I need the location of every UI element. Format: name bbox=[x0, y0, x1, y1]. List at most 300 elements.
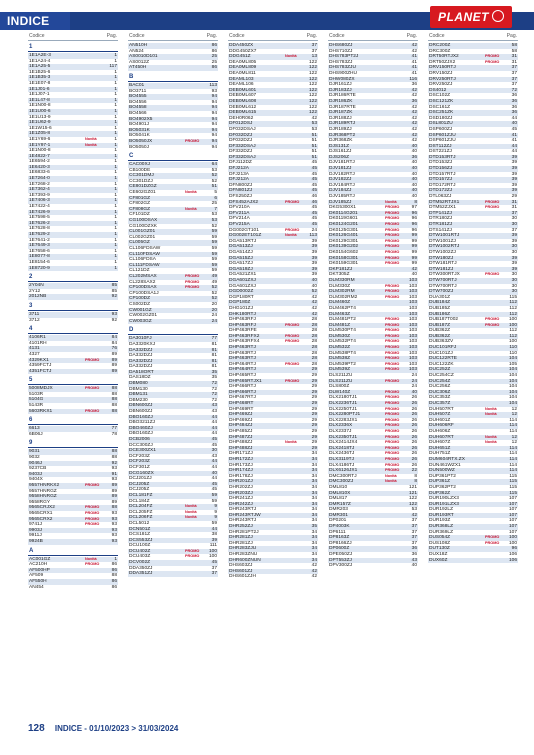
product-code: DEA0ML811 bbox=[229, 70, 256, 76]
section-rows bbox=[128, 336, 218, 577]
promo-badge: PROMO bbox=[285, 322, 300, 327]
product-code: DHR243RTJW bbox=[229, 512, 261, 518]
product-code: DAS18DZ bbox=[129, 375, 151, 381]
page-number: 43 bbox=[211, 409, 217, 415]
product-code: DHS900ZHU bbox=[329, 70, 357, 76]
product-code: DCC300ZJ bbox=[129, 442, 153, 448]
product-code: DA3320KXJ bbox=[129, 341, 156, 347]
promo-badge: PROMO bbox=[85, 483, 100, 487]
page-number: 99 bbox=[411, 261, 417, 267]
page-number: 45 bbox=[311, 171, 317, 177]
page-number: 45 bbox=[211, 487, 217, 493]
product-code: DJR187RTE bbox=[329, 104, 356, 110]
product-code: CAC00XJ bbox=[129, 162, 151, 168]
page-number: 93 bbox=[111, 477, 117, 483]
product-code: DGA515ZJ bbox=[229, 255, 253, 261]
page-number: 100 bbox=[508, 339, 517, 345]
product-code: DHP469RT bbox=[229, 406, 254, 412]
product-code: DGA513RTJ bbox=[229, 238, 257, 244]
page-number: 36 bbox=[511, 104, 517, 110]
page-number: 34 bbox=[311, 546, 317, 552]
product-code: CF801GZ bbox=[129, 195, 151, 201]
page-number: 84 bbox=[111, 340, 117, 346]
page-number: 106 bbox=[508, 552, 517, 558]
product-code: DML810 bbox=[329, 484, 348, 490]
page-number: 94 bbox=[211, 110, 217, 116]
product-code: 1E1U00-6 bbox=[29, 108, 51, 114]
product-code: 1E1N00-8 bbox=[29, 103, 51, 109]
product-code: DLX2250TJ1 bbox=[329, 406, 357, 412]
page-number: 40 bbox=[311, 277, 317, 283]
page-number: 39 bbox=[311, 266, 317, 272]
page-number: 110 bbox=[509, 350, 517, 356]
promo-badge: PROMO bbox=[385, 428, 400, 433]
product-code: DUX60Z bbox=[429, 557, 448, 563]
product-code: CS002DZ bbox=[129, 301, 151, 307]
page-number: 88 bbox=[111, 573, 117, 579]
page-number: 107 bbox=[508, 507, 517, 513]
product-code: DHR173ZJ bbox=[229, 462, 253, 468]
product-code: AN524 bbox=[129, 48, 144, 54]
page-number: 52 bbox=[211, 178, 217, 184]
product-code: 1E6594-2 bbox=[29, 159, 50, 165]
page-number: 94 bbox=[211, 99, 217, 105]
product-code: DTL063ZJ bbox=[429, 194, 452, 200]
page-number: 29 bbox=[311, 401, 317, 406]
promo-badge: PROMO bbox=[85, 522, 100, 527]
page-number: 34 bbox=[311, 451, 317, 457]
page-number: 28 bbox=[311, 317, 317, 323]
index-columns bbox=[28, 33, 518, 723]
product-code: 1E7393-9 bbox=[29, 192, 50, 198]
page-number: 35 bbox=[211, 375, 217, 381]
page-number: 1 bbox=[114, 108, 117, 114]
product-code: DTW1001RTJ bbox=[429, 233, 460, 239]
product-code: DUH507RT bbox=[429, 406, 454, 412]
product-code: DHS680ZJ bbox=[329, 43, 353, 48]
product-code: CL106FDSAW bbox=[129, 246, 161, 251]
page-number: 36 bbox=[511, 110, 517, 116]
product-code: CC301DZJ bbox=[129, 178, 153, 184]
promo-badge: PROMO bbox=[385, 255, 400, 260]
product-code: DUB363ZV bbox=[429, 339, 454, 345]
page-number: 115 bbox=[509, 490, 517, 496]
page-number: 103 bbox=[408, 328, 417, 334]
page-number: 72 bbox=[211, 397, 217, 403]
product-code: 4351FCTJ bbox=[29, 368, 52, 374]
section-rows bbox=[428, 43, 518, 563]
product-code: DJR187ZK bbox=[329, 110, 353, 116]
promo-badge: PROMO bbox=[485, 272, 500, 277]
page-number: 99 bbox=[411, 238, 417, 244]
page-number: 107 bbox=[508, 512, 517, 518]
page-number: 43 bbox=[211, 403, 217, 409]
product-code: DLX2336X bbox=[329, 423, 353, 429]
page-number: 34 bbox=[311, 552, 317, 558]
product-code: DF332DSAJ bbox=[229, 143, 256, 149]
promo-badge: PROMO bbox=[385, 244, 400, 249]
page-number: 114 bbox=[509, 445, 517, 451]
index-row bbox=[28, 409, 118, 415]
product-code: DEB0ML601 bbox=[229, 87, 257, 93]
page-number: 40 bbox=[411, 171, 417, 177]
promo-badge: PROMO bbox=[185, 554, 200, 559]
page-number: 122 bbox=[308, 70, 317, 76]
index-section bbox=[128, 43, 218, 71]
product-code: DUB362Z bbox=[429, 328, 451, 334]
page-number: 7 bbox=[214, 206, 217, 212]
product-code: DLM530Z bbox=[329, 333, 351, 339]
product-code: BO4901J bbox=[129, 122, 150, 128]
promo-badge: PROMO bbox=[385, 222, 400, 226]
page-number: 45 bbox=[311, 177, 317, 183]
promo-badge: PROMO bbox=[385, 227, 400, 232]
page-number: 30 bbox=[511, 249, 517, 255]
promo-badge: PROMO bbox=[385, 205, 400, 210]
product-code: DUC252Z bbox=[429, 367, 451, 373]
product-code: DKT305Z bbox=[329, 272, 350, 278]
product-code: DBM080 bbox=[129, 381, 148, 387]
product-code: DCL181FZ bbox=[129, 492, 153, 498]
page-number: 39 bbox=[511, 238, 517, 244]
column-header-code: Codice bbox=[229, 33, 245, 39]
product-code: DG002ET101Z bbox=[229, 233, 262, 239]
product-code: DLM460Z bbox=[329, 300, 351, 306]
product-code: DP0600Z bbox=[329, 546, 350, 552]
page-number: 1 bbox=[114, 164, 117, 170]
page-number: 94 bbox=[211, 138, 217, 144]
product-code: DF032DZJ bbox=[229, 138, 253, 144]
promo-badge: PROMO bbox=[385, 261, 400, 266]
product-code: DHS783PT2J bbox=[329, 54, 359, 60]
page-number: 1 bbox=[114, 209, 117, 215]
page-number: 12 bbox=[511, 406, 517, 412]
promo-badge: PROMO bbox=[85, 562, 100, 567]
product-code: DLX3119TJ bbox=[329, 456, 354, 462]
product-code: DUH601Z bbox=[429, 417, 451, 423]
page-number: 88 bbox=[111, 449, 117, 455]
page-number: 1 bbox=[114, 232, 117, 237]
product-code: DUR191LZX3 bbox=[429, 501, 459, 507]
product-code: DUP361Z bbox=[429, 479, 451, 485]
product-code: DLM481Z bbox=[329, 322, 351, 328]
page-number: 1 bbox=[114, 198, 117, 204]
page-number: 99 bbox=[411, 244, 417, 250]
page-number: 104 bbox=[508, 367, 517, 373]
product-code: DJV182RTJ bbox=[329, 171, 355, 177]
product-code: DSP601ZJU bbox=[429, 132, 456, 138]
index-row bbox=[328, 563, 418, 569]
product-code: DK0114G201 bbox=[329, 210, 358, 216]
page-number: 34 bbox=[311, 501, 317, 507]
page-number: 96 bbox=[411, 222, 417, 227]
product-code: AS0010D101 bbox=[129, 54, 158, 60]
product-code: 1E1E07-8 bbox=[29, 80, 51, 86]
product-code: DEB0ML608 bbox=[229, 98, 257, 104]
page-number: 28 bbox=[311, 322, 317, 328]
page-number: 115 bbox=[509, 294, 517, 300]
page-number: 24 bbox=[411, 378, 417, 384]
product-code: DHR281ZJ bbox=[229, 535, 253, 541]
page-number: 53 bbox=[311, 121, 317, 127]
page-number: 42 bbox=[411, 43, 417, 48]
page-number: 103 bbox=[408, 283, 417, 289]
section-label: A bbox=[28, 547, 118, 556]
promo-badge: PROMO bbox=[285, 361, 300, 366]
page-number: 42 bbox=[311, 563, 317, 569]
page-number: 42 bbox=[411, 138, 417, 144]
product-code: DCS181Z bbox=[129, 532, 151, 538]
product-code: BAC01 bbox=[129, 82, 145, 88]
product-code: DSP600ZJ bbox=[429, 126, 453, 132]
section-rows bbox=[128, 43, 218, 71]
page-number: 45 bbox=[311, 160, 317, 166]
product-code: DHR243RTJ bbox=[229, 507, 257, 513]
product-code: DK0139G202 bbox=[329, 244, 359, 250]
page-number: 52 bbox=[211, 290, 217, 296]
page-number: 64 bbox=[211, 162, 217, 168]
product-code: DLX2180TJ1 bbox=[329, 395, 357, 401]
page-number: 44 bbox=[211, 425, 217, 431]
page-number: 8 bbox=[414, 479, 417, 485]
product-code: DBO160ZJ bbox=[129, 431, 153, 437]
page-number: 40 bbox=[411, 182, 417, 188]
page-number: 114 bbox=[509, 423, 517, 429]
index-row bbox=[28, 369, 118, 375]
promo-badge: PROMO bbox=[385, 361, 400, 366]
product-code: CP100DSA1J bbox=[129, 290, 159, 296]
section-label: 2 bbox=[28, 273, 118, 282]
section-rows bbox=[28, 557, 118, 591]
page-number: 41 bbox=[511, 132, 517, 138]
page-number: 39 bbox=[311, 238, 317, 244]
product-code: DTW1001ZJ bbox=[429, 238, 456, 244]
page-number: 34 bbox=[311, 484, 317, 490]
page-number: 44 bbox=[211, 476, 217, 482]
page-number: 86 bbox=[211, 43, 217, 48]
page-number: 103 bbox=[408, 294, 417, 300]
page-number: 40 bbox=[411, 143, 417, 149]
page-number: 114 bbox=[509, 456, 517, 462]
page-number: 26 bbox=[411, 417, 417, 423]
product-code: 9032 bbox=[29, 455, 40, 461]
page-number: 122 bbox=[308, 110, 317, 116]
product-code: DUR193Z bbox=[429, 518, 451, 524]
product-code: 4327 bbox=[29, 351, 40, 357]
page-number: 1 bbox=[114, 97, 117, 103]
page-number: 59 bbox=[211, 234, 217, 240]
page-number: 39 bbox=[311, 272, 317, 278]
page-number: 59 bbox=[211, 268, 217, 274]
product-code: DHR600ZNUN bbox=[229, 557, 261, 563]
product-code: 9558HNRGZ bbox=[29, 494, 57, 500]
product-code: DHP488ZJ bbox=[229, 440, 253, 446]
page-number: 8 bbox=[414, 199, 417, 205]
product-code: 1E1Y97-1 bbox=[29, 142, 51, 148]
product-code: DK0126G401 bbox=[329, 233, 359, 239]
product-code: DCV002Z bbox=[129, 560, 151, 566]
product-code: CE801DZGZ bbox=[129, 184, 157, 190]
product-code: DBM131 bbox=[129, 392, 148, 398]
product-code: 1E1J07-1 bbox=[29, 92, 50, 98]
page-number: 122 bbox=[408, 501, 417, 507]
page-number: 29 bbox=[311, 434, 317, 440]
page-number: 34 bbox=[311, 535, 317, 541]
page-number: 99 bbox=[411, 249, 417, 255]
product-code: DK0124G201 bbox=[329, 222, 359, 227]
product-code: BO4566 bbox=[129, 110, 147, 116]
page-number: 40 bbox=[411, 389, 417, 395]
product-code: DF332DZJ bbox=[229, 149, 253, 155]
product-code: CC301DMJ bbox=[129, 173, 154, 179]
index-column bbox=[328, 33, 418, 723]
page-number: 104 bbox=[508, 356, 517, 362]
product-code: 1E1A25-5 bbox=[29, 64, 51, 70]
product-code: DTW300RTJX bbox=[429, 272, 460, 278]
page-number: 114 bbox=[509, 428, 517, 434]
product-code: DLM538PT4 bbox=[329, 350, 356, 356]
page-number: 49 bbox=[211, 273, 217, 279]
product-code: DP4003K bbox=[329, 524, 350, 530]
page-number: 100 bbox=[508, 317, 517, 323]
page-number: 100 bbox=[508, 535, 517, 541]
column-header-page: Pag. bbox=[406, 33, 417, 39]
product-code: DEAML106 bbox=[229, 82, 254, 88]
product-code: DCL204FZ bbox=[129, 504, 153, 510]
page-number: 29 bbox=[311, 384, 317, 390]
product-code: 1E7598-5 bbox=[29, 215, 50, 221]
product-code: DJV181RTJ bbox=[329, 160, 355, 166]
promo-badge: PROMO bbox=[385, 345, 400, 350]
page-number: 40 bbox=[411, 149, 417, 155]
product-code: DHR174ZJ bbox=[229, 468, 253, 474]
page-title: INDICE bbox=[7, 14, 50, 28]
page-number: 29 bbox=[311, 417, 317, 423]
product-code: DUB187T002 bbox=[429, 317, 459, 323]
page-number: 51 bbox=[311, 132, 317, 138]
product-code: DUX18Z bbox=[429, 552, 448, 558]
page-number: 94 bbox=[211, 127, 217, 133]
page-number: 40 bbox=[411, 188, 417, 194]
page-number: 49 bbox=[211, 279, 217, 285]
promo-badge: PROMO bbox=[385, 216, 400, 221]
page-number: 114 bbox=[509, 451, 517, 457]
product-code: CL005GZ bbox=[129, 240, 150, 246]
product-code: CF808GZ bbox=[129, 206, 151, 212]
page-number: 37 bbox=[511, 70, 517, 76]
product-code: DHP463RFX4 bbox=[229, 339, 260, 345]
product-code: DUC101RFJ bbox=[429, 345, 457, 351]
index-row bbox=[28, 432, 118, 438]
section-label: C bbox=[128, 152, 218, 161]
page-number: 42 bbox=[411, 512, 417, 518]
promo-badge: PROMO bbox=[285, 378, 300, 383]
page-number: 51 bbox=[211, 184, 217, 190]
promo-badge: PROMO bbox=[485, 205, 500, 210]
page-number: 59 bbox=[211, 498, 217, 504]
page-number: 28 bbox=[311, 345, 317, 351]
product-code: DFJ212A bbox=[229, 177, 249, 183]
page-number: 112 bbox=[509, 328, 517, 334]
page-number: 59 bbox=[211, 240, 217, 246]
promo-badge: PROMO bbox=[385, 451, 400, 456]
page-number: 37 bbox=[511, 82, 517, 88]
product-code: DLW140Z bbox=[329, 389, 351, 395]
page-number: 12 bbox=[511, 412, 517, 418]
page-number: 59 bbox=[211, 246, 217, 251]
promo-badge: PROMO bbox=[185, 279, 200, 284]
promo-badge: PROMO bbox=[385, 283, 400, 288]
product-code: DP8166ZJ bbox=[329, 540, 352, 546]
section-rows bbox=[28, 449, 118, 544]
product-code: 1E1U13-9 bbox=[29, 114, 51, 120]
globe-icon bbox=[492, 10, 504, 22]
product-code: DLM302RM2 bbox=[329, 294, 358, 300]
page-number: 40 bbox=[411, 166, 417, 172]
promo-badge: PROMO bbox=[385, 350, 400, 355]
product-code: CW002GZ01 bbox=[129, 313, 157, 319]
product-code: DJR186ZK bbox=[329, 98, 353, 104]
product-code: DBM130 bbox=[129, 386, 148, 392]
product-code: DLS211ZU bbox=[329, 373, 353, 379]
page-number: 5 bbox=[214, 190, 217, 196]
promo-badge: PROMO bbox=[285, 333, 300, 338]
page-number: 34 bbox=[311, 456, 317, 462]
promo-badge: Novità bbox=[385, 479, 397, 484]
index-row bbox=[128, 319, 218, 325]
page-number: 42 bbox=[311, 115, 317, 121]
page-number: 94 bbox=[211, 144, 217, 150]
page-number: 41 bbox=[411, 54, 417, 60]
page-number: 29 bbox=[311, 445, 317, 451]
product-code: DLM463Z bbox=[329, 311, 351, 317]
product-code: DJV182ZJ bbox=[329, 177, 352, 183]
page-number: 26 bbox=[411, 445, 417, 451]
page-number: 22 bbox=[411, 468, 417, 474]
page-number: 59 bbox=[211, 262, 217, 268]
product-code: DHR281PT2J bbox=[229, 529, 259, 535]
page-number: 42 bbox=[411, 110, 417, 116]
page-number: 45 bbox=[311, 166, 317, 172]
product-code: DUH606Z bbox=[429, 428, 451, 434]
page-number: 52 bbox=[211, 223, 217, 229]
product-code: 1E7628-8 bbox=[29, 226, 50, 232]
page-number: 35 bbox=[311, 524, 317, 530]
product-code: DTP141ZJ bbox=[429, 210, 452, 216]
product-code: DFN801ZJ bbox=[229, 188, 253, 194]
product-code: DFV215A bbox=[229, 222, 250, 227]
product-code: DFS250ZJ bbox=[229, 194, 252, 200]
page-number: 53 bbox=[311, 126, 317, 132]
product-code: 1E6833-6 bbox=[29, 170, 50, 176]
product-code: 9911J bbox=[29, 533, 42, 539]
product-code: DCB2006 bbox=[129, 437, 150, 442]
page-number: 104 bbox=[508, 373, 517, 379]
product-code: DP6111 bbox=[329, 529, 346, 535]
product-code: 9565CRJX2 bbox=[29, 505, 55, 511]
page-number: 114 bbox=[509, 417, 517, 423]
page-number: 103 bbox=[408, 345, 417, 351]
product-code: AC210H bbox=[29, 562, 48, 568]
product-code: 1E7626-2 bbox=[29, 220, 50, 226]
product-code: DUH751Z bbox=[429, 451, 451, 457]
page-number: 28 bbox=[311, 328, 317, 334]
page-number: 44 bbox=[211, 464, 217, 470]
index-row bbox=[28, 539, 118, 545]
product-code: CW003GZ bbox=[129, 318, 152, 324]
page-number: 86 bbox=[111, 578, 117, 584]
page-number: 77 bbox=[111, 426, 117, 432]
